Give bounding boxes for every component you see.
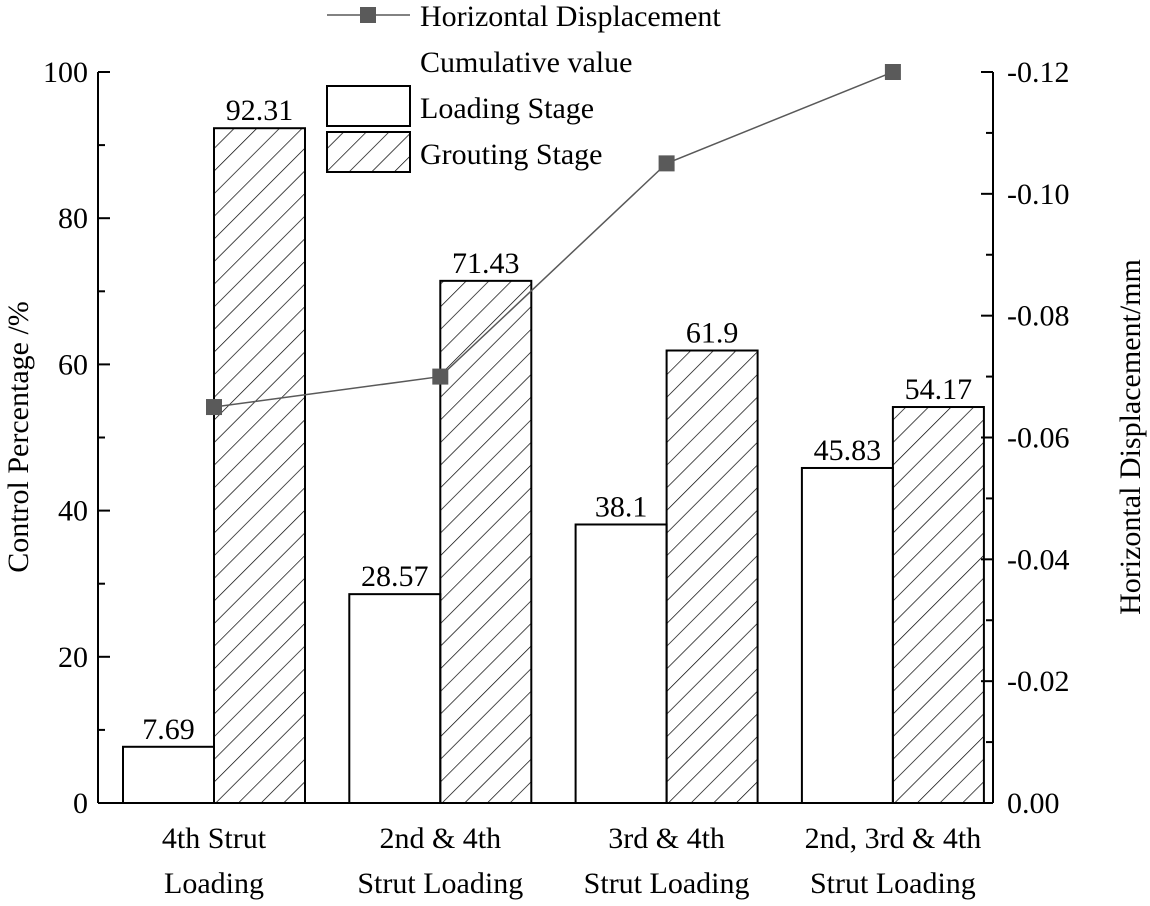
displacement-marker-2 [659,155,675,171]
bar-value-label: 7.69 [142,712,195,746]
bar-loading-2 [576,524,667,803]
right-tick-label: -0.08 [1007,299,1070,333]
left-tick-label: 60 [58,348,88,382]
left-tick-label: 100 [43,56,88,89]
legend-swatch-loading [327,86,410,126]
bar-loading-0 [123,747,214,803]
legend-label: Horizontal Displacement [420,0,721,33]
legend-swatch-grouting [327,132,410,172]
right-tick-label: 0.00 [1007,787,1060,820]
bar-value-label: 71.43 [452,246,520,280]
right-tick-label: -0.12 [1007,56,1070,89]
category-label: Strut Loading [809,867,976,900]
left-tick-label: 40 [58,494,88,528]
bar-loading-1 [349,594,440,803]
bar-value-label: 92.31 [225,94,294,128]
bar-value-label: 45.83 [813,433,882,467]
bar-grouting-3 [893,407,984,803]
legend-label: Loading Stage [420,92,595,125]
legend [327,0,721,172]
legend-marker-sample [360,7,376,23]
legend-header: Cumulative value [420,46,633,79]
displacement-marker-1 [432,369,448,385]
displacement-marker-3 [885,64,901,80]
right-tick-label: -0.06 [1007,421,1070,455]
bar-grouting-2 [667,351,758,803]
y-axis-title: Control Percentage /% [2,301,35,573]
category-label: 2nd & 4th [379,822,502,855]
category-label: 4th Strut [161,822,267,855]
bar-value-label: 28.57 [361,560,429,594]
category-label: Loading [164,867,264,900]
category-label: 3rd & 4th [608,822,725,855]
right-tick-label: -0.02 [1007,665,1070,699]
left-tick-label: 80 [58,202,88,236]
category-label: Strut Loading [583,867,750,900]
bar-value-label: 38.1 [594,490,648,524]
right-tick-label: -0.04 [1007,543,1070,577]
bar-grouting-0 [214,128,305,803]
left-tick-label: 20 [58,640,88,674]
bar-loading-3 [802,468,893,803]
category-label: Strut Loading [357,867,524,900]
right-tick-label: -0.10 [1007,177,1070,211]
displacement-marker-0 [206,399,222,415]
bar-grouting-1 [440,281,531,803]
y2-axis-title: Horizontal Displacement/mm [1114,259,1147,615]
category-label: 2nd, 3rd & 4th [804,822,982,855]
bars-layer [123,94,984,803]
left-tick-label: 0 [73,787,88,820]
bar-value-label: 54.17 [904,373,973,407]
bar-value-label: 61.9 [685,316,739,350]
legend-label: Grouting Stage [420,138,603,171]
